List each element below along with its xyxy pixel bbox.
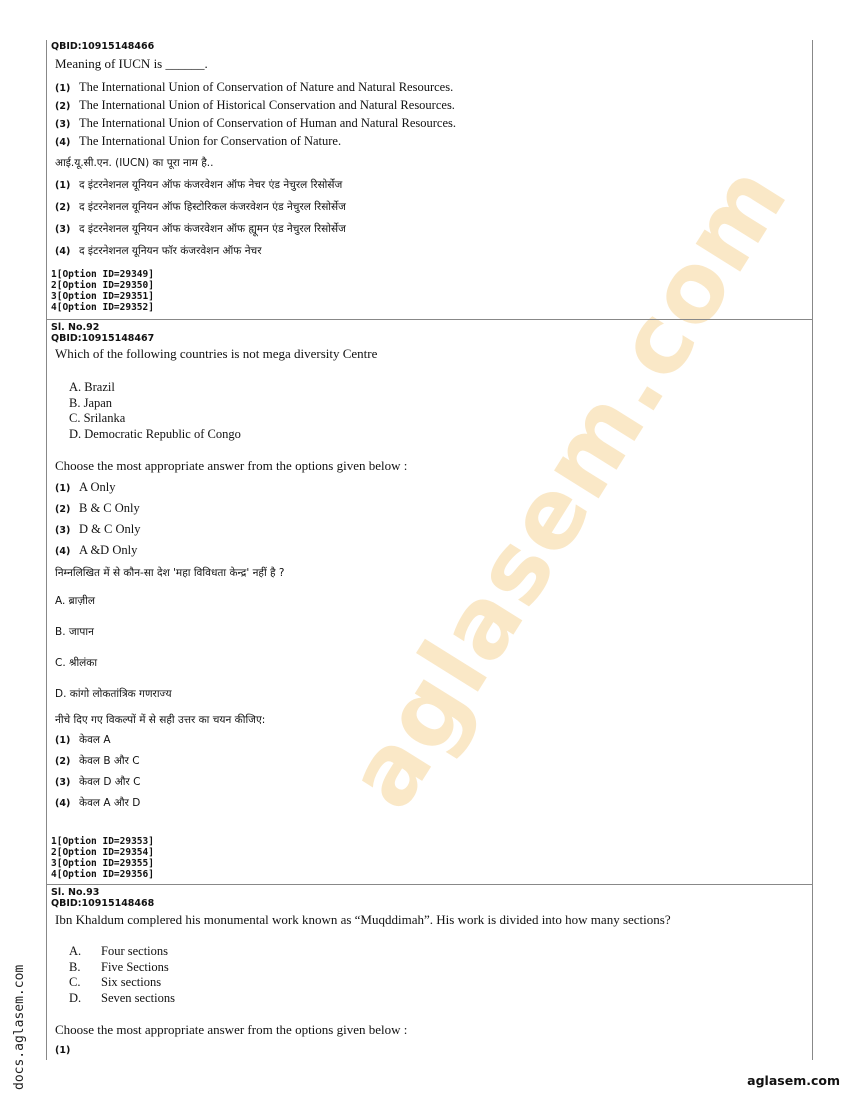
side-url-text: docs.aglasem.com <box>12 964 27 1090</box>
watermark: aglasem.com <box>325 144 810 828</box>
qbid: QBID:10915148467 <box>51 333 155 344</box>
brand-footer: aglasem.com <box>747 1073 840 1088</box>
statement-list <box>47 380 812 442</box>
option-item: (4) केवल A और D <box>55 797 141 809</box>
option-item: (4) द इंटरनेशनल यूनियन फॉर कंजरवेशन ऑफ नेचर <box>55 245 262 257</box>
option-item: (2) B & C Only <box>55 501 140 515</box>
instruction-text: Choose the most appropriate answer from the options given below : <box>55 1022 408 1037</box>
option-item: (2) द इंटरनेशनल यूनियन ऑफ हिस्टोरिकल कंजरवेशन एंड नेचुरल रिसोर्सेज <box>55 201 346 213</box>
option-id: 1[Option ID=29353] <box>51 836 154 847</box>
option-id: 4[Option ID=29356] <box>51 869 154 880</box>
qbid: QBID:10915148466 <box>51 41 155 52</box>
option-id: 2[Option ID=29354] <box>51 847 154 858</box>
option-item: (1) केवल A <box>55 734 111 746</box>
hindi-instruction-text: नीचे दिए गए विकल्पों में से सही उत्तर का चयन कीजिए: <box>55 714 266 726</box>
list-item: C. Srilanka <box>69 411 126 425</box>
option-item: (3) The International Union of Conservation of Human and Natural Resources. <box>55 116 456 130</box>
option-id: 1[Option ID=29349] <box>51 269 154 280</box>
option-id: 2[Option ID=29350] <box>51 280 154 291</box>
option-id-list <box>47 836 154 880</box>
question-text: Which of the following countries is not mega diversity Centre <box>55 346 378 361</box>
option-id: 4[Option ID=29352] <box>51 302 154 313</box>
option-id-list <box>47 269 154 313</box>
document-page <box>46 40 813 1060</box>
list-item: B. Japan <box>69 395 113 410</box>
option-list <box>47 80 812 152</box>
divider <box>47 884 812 885</box>
hindi-question-text: आई.यू.सी.एन. (IUCN) का पूरा नाम है.. <box>55 157 214 169</box>
hindi-list-item: A. ब्राज़ील <box>55 595 96 607</box>
hindi-question-text: निम्नलिखित में से कौन-सा देश 'महा विविधता केन्द्र' नहीं है ? <box>55 567 285 579</box>
option-item: (2) केवल B और C <box>55 755 140 767</box>
option-id: 3[Option ID=29355] <box>51 858 154 869</box>
option-item: (1) <box>55 1045 71 1056</box>
hindi-list-item: C. श्रीलंका <box>55 657 98 669</box>
option-item: (1) द इंटरनेशनल यूनियन ऑफ कंजरवेशन ऑफ नेचर एंड नेचुरल रिसोर्सेज <box>55 179 343 191</box>
option-item: (3) केवल D और C <box>55 776 141 788</box>
question-91 <box>47 40 812 313</box>
list-item: C. Six sections <box>69 975 162 989</box>
question-93 <box>47 887 812 1056</box>
option-item: (4) The International Union for Conservation of Nature. <box>55 134 342 148</box>
statement-list <box>47 944 812 1006</box>
option-list <box>47 480 812 564</box>
hindi-option-list <box>47 178 812 266</box>
divider <box>47 319 812 320</box>
list-item: A. Four sections <box>69 944 169 958</box>
option-item: (4) A &D Only <box>55 543 138 557</box>
list-item: D. Seven sections <box>69 990 175 1005</box>
hindi-list-item: B. जापान <box>55 626 94 638</box>
option-item: (3) द इंटरनेशनल यूनियन ऑफ कंजरवेशन ऑफ ह्यूमन एंड नेचुरल रिसोर्सेज <box>55 223 346 235</box>
option-item: (2) The International Union of Historical Conservation and Natural Resources. <box>55 98 455 112</box>
question-text: Meaning of IUCN is ______. <box>55 56 208 71</box>
option-item: (3) D & C Only <box>55 522 141 536</box>
hindi-option-list <box>47 733 812 817</box>
list-item: A. Brazil <box>69 380 115 394</box>
option-id: 3[Option ID=29351] <box>51 291 154 302</box>
hindi-list-item: D. कांगो लोकतांत्रिक गणराज्य <box>55 688 172 700</box>
list-item: D. Democratic Republic of Congo <box>69 426 241 441</box>
question-92 <box>47 322 812 880</box>
list-item: B. Five Sections <box>69 959 169 974</box>
qbid: QBID:10915148468 <box>51 898 155 909</box>
question-text: Ibn Khaldum complered his monumental work known as “Muqddimah”. His work is divided into how many sections? <box>55 912 671 927</box>
serial-number: Sl. No.92 <box>51 322 100 333</box>
option-item: (1) The International Union of Conservation of Nature and Natural Resources. <box>55 80 454 94</box>
option-item: (1) A Only <box>55 480 116 494</box>
serial-number: Sl. No.93 <box>51 887 100 898</box>
instruction-text: Choose the most appropriate answer from the options given below : <box>55 458 408 473</box>
